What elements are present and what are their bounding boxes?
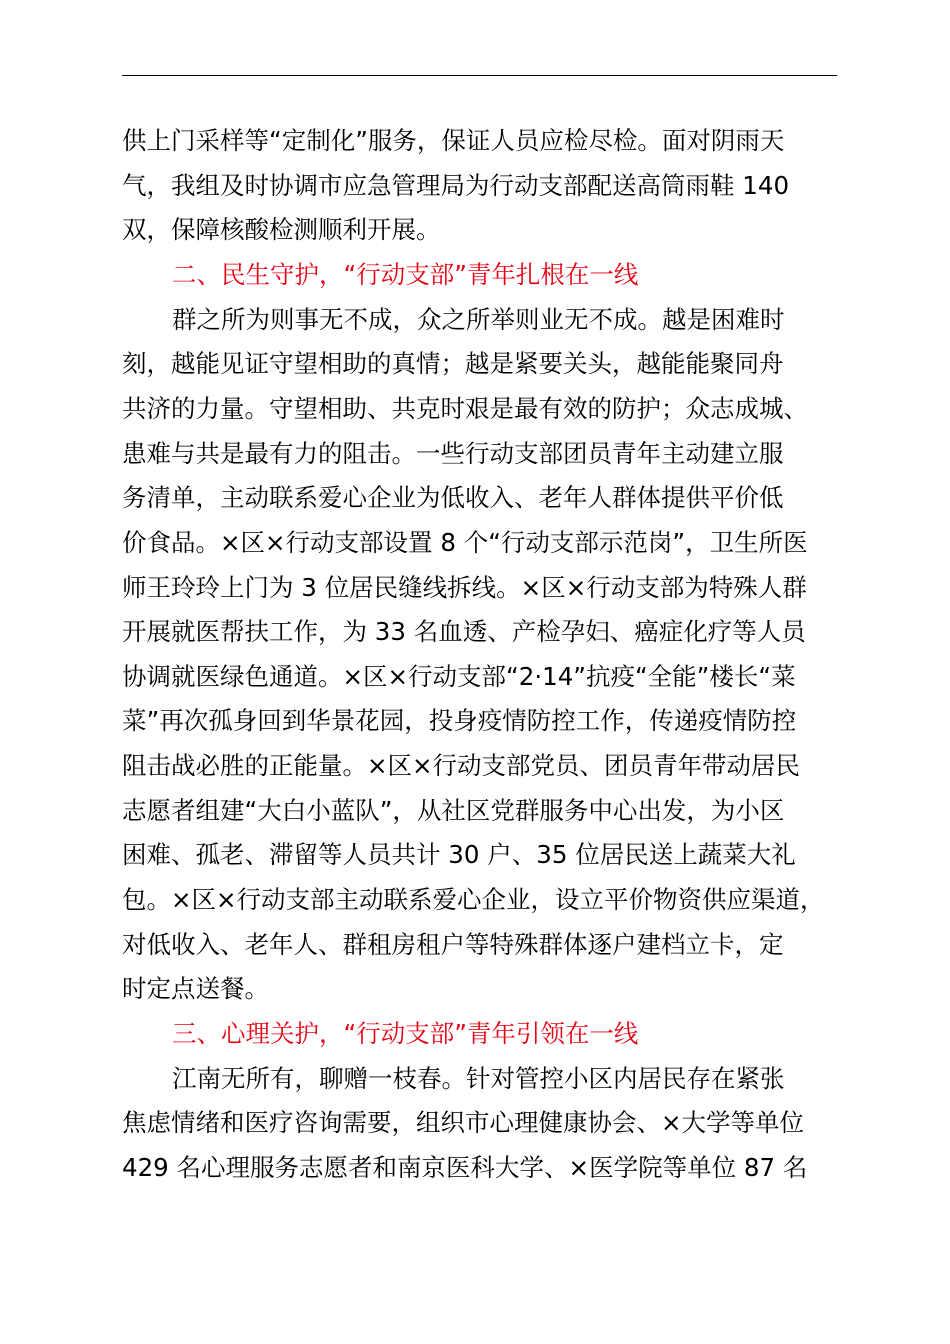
section-heading: 二、民生守护，“行动支部”青年扎根在一线 [172, 259, 639, 289]
paragraph-line: 困难、孤老、滞留等人员共计 30 户、35 位居民送上蔬菜大礼 [122, 840, 796, 870]
paragraph-line: 供上门采样等“定制化”服务，保证人员应检尽检。面对阴雨天 [122, 126, 785, 155]
header-rule [122, 75, 837, 76]
paragraph-line: 时定点送餐。 [122, 974, 269, 1004]
paragraph-line: 师王玲玲上门为 3 位居民缝线拆线。×区×行动支部为特殊人群 [122, 572, 807, 602]
paragraph-line: 开展就医帮扶工作，为 33 名血透、产检孕妇、癌症化疗等人员 [122, 617, 806, 647]
paragraph-line: 群之所为则事无不成，众之所举则业无不成。越是困难时 [172, 304, 785, 334]
paragraph-line: 阻击战必胜的正能量。×区×行动支部党员、团员青年带动居民 [122, 751, 801, 781]
paragraph-line: 共济的力量。守望相助、共克时艰是最有效的防护；众志成城、 [122, 393, 808, 423]
paragraph-line: 协调就医绿色通道。×区×行动支部“2·14”抗疫“全能”楼长“菜 [122, 661, 796, 691]
paragraph-line: 429 名心理服务志愿者和南京医科大学、×医学院等单位 87 名 [122, 1153, 808, 1182]
section-heading: 三、心理关护，“行动支部”青年引领在一线 [172, 1019, 639, 1048]
paragraph-line: 气，我组及时协调市应急管理局为行动支部配送高筒雨鞋 140 [122, 170, 790, 200]
paragraph-line: 对低收入、老年人、群租房租户等特殊群体逐户建档立卡，定 [122, 929, 784, 959]
paragraph-line: 务清单，主动联系爱心企业为低收入、老年人群体提供平价低 [122, 483, 784, 513]
paragraph-line: 价食品。×区×行动支部设置 8 个“行动支部示范岗”，卫生所医 [122, 527, 808, 557]
paragraph-line: 焦虑情绪和医疗咨询需要，组织市心理健康协会、×大学等单位 [122, 1108, 805, 1138]
paragraph-line: 江南无所有，聊赠一枝春。针对管控小区内居民存在紧张 [172, 1063, 785, 1093]
paragraph-line: 菜”再次孤身回到华景花园，投身疫情防控工作，传递疫情防控 [122, 706, 797, 736]
paragraph-line: 志愿者组建“大白小蓝队”，从社区党群服务中心出发，为小区 [122, 795, 785, 825]
paragraph-line: 刻，越能见证守望相助的真情；越是紧要关头，越能能聚同舟 [122, 349, 784, 379]
paragraph-line: 包。×区×行动支部主动联系爱心企业，设立平价物资供应渠道， [122, 885, 825, 914]
paragraph-line: 双，保障核酸检测顺利开展。 [122, 215, 441, 245]
paragraph-line: 患难与共是最有力的阻击。一些行动支部团员青年主动建立服 [122, 438, 784, 468]
